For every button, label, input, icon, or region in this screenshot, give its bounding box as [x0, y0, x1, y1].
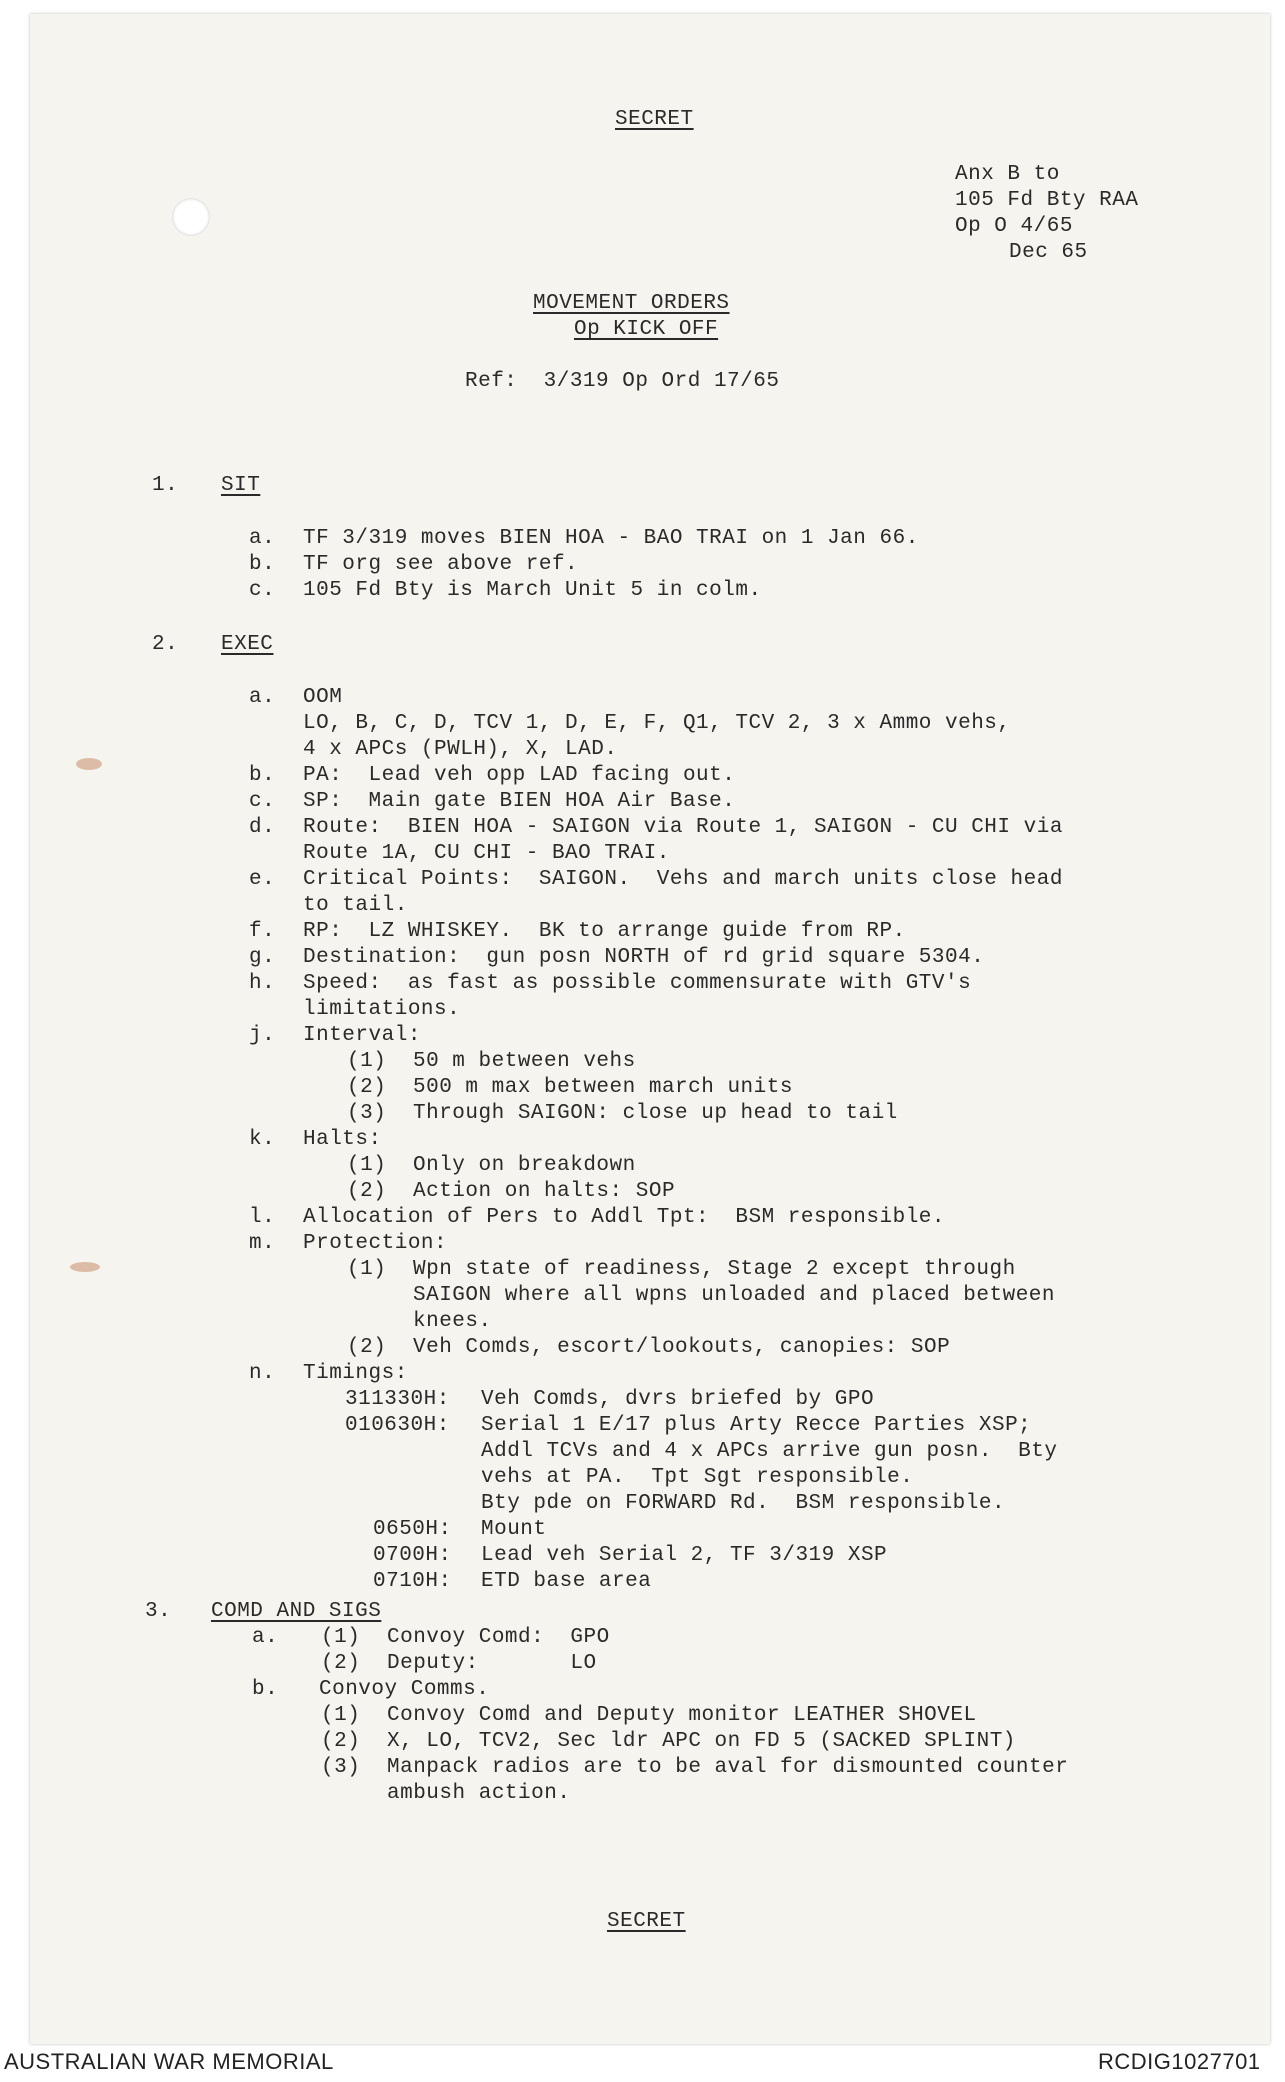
sub-item-text: Action on halts: SOP — [413, 1180, 676, 1203]
item-text: TF org see above ref. — [303, 553, 579, 576]
item-text: TF 3/319 moves BIEN HOA - BAO TRAI on 1 Jan 66. — [303, 527, 919, 550]
classification-top: SECRET — [615, 108, 694, 131]
item-text: PA: Lead veh opp LAD facing out. — [303, 764, 736, 787]
item-text: RP: LZ WHISKEY. BK to arrange guide from RP. — [303, 920, 906, 943]
item-label: c. — [249, 579, 276, 602]
item-text: Convoy Comms. — [319, 1678, 490, 1701]
item-text: Allocation of Pers to Addl Tpt: BSM responsible. — [303, 1206, 946, 1229]
item-text: Critical Points: SAIGON. Vehs and march units close head — [303, 868, 1063, 891]
sub-number: (3) — [321, 1756, 361, 1779]
sub-number: (2) — [347, 1180, 387, 1203]
rust-stain — [76, 758, 102, 770]
sub-number: (2) — [321, 1730, 361, 1753]
document-title: MOVEMENT ORDERS — [533, 292, 730, 315]
item-label: d. — [249, 816, 276, 839]
timing-time: 0710H: — [373, 1570, 452, 1593]
item-text: Timings: — [303, 1362, 408, 1385]
sub-item-text: Manpack radios are to be aval for dismounted counter — [387, 1756, 1069, 1779]
annex-line: Op O 4/65 — [955, 215, 1073, 238]
sub-item-text: X, LO, TCV2, Sec ldr APC on FD 5 (SACKED SPLINT) — [387, 1730, 1016, 1753]
item-label: b. — [249, 553, 276, 576]
timing-text: Lead veh Serial 2, TF 3/319 XSP — [481, 1544, 888, 1567]
timing-text: Bty pde on FORWARD Rd. BSM responsible. — [481, 1492, 1006, 1515]
item-text: SP: Main gate BIEN HOA Air Base. — [303, 790, 736, 813]
item-label: m. — [249, 1232, 276, 1255]
timing-text: ETD base area — [481, 1570, 652, 1593]
timing-time: 0650H: — [373, 1518, 452, 1541]
section-number: 2. — [152, 633, 179, 656]
sub-item-text: 50 m between vehs — [413, 1050, 636, 1073]
rust-stain — [70, 1262, 100, 1272]
sub-item-text: SAIGON where all wpns unloaded and placed between — [413, 1284, 1056, 1307]
sub-number: (1) — [347, 1258, 387, 1281]
item-text: Protection: — [303, 1232, 448, 1255]
sub-number: (2) — [321, 1652, 361, 1675]
annex-line: Dec 65 — [1009, 241, 1088, 264]
timing-text: Veh Comds, dvrs briefed by GPO — [481, 1388, 875, 1411]
punch-hole — [172, 198, 210, 236]
item-text: 4 x APCs (PWLH), X, LAD. — [303, 738, 618, 761]
item-label: f. — [249, 920, 276, 943]
item-label: n. — [249, 1362, 276, 1385]
timing-time: 010630H: — [345, 1414, 450, 1437]
item-label: a. — [249, 686, 276, 709]
sub-item-text: Veh Comds, escort/lookouts, canopies: SOP — [413, 1336, 951, 1359]
item-label: l. — [249, 1206, 276, 1229]
sub-item-text: Convoy Comd: GPO — [387, 1626, 610, 1649]
item-text: Route: BIEN HOA - SAIGON via Route 1, SAIGON - CU CHI via — [303, 816, 1063, 839]
section-number: 1. — [152, 474, 179, 497]
item-label: g. — [249, 946, 276, 969]
item-text: 105 Fd Bty is March Unit 5 in colm. — [303, 579, 762, 602]
item-label: a. — [252, 1626, 279, 1649]
sub-item-text: ambush action. — [387, 1782, 571, 1805]
section-number: 3. — [145, 1600, 172, 1623]
item-text: Destination: gun posn NORTH of rd grid square 5304. — [303, 946, 985, 969]
sub-number: (2) — [347, 1076, 387, 1099]
sub-item-text: 500 m max between march units — [413, 1076, 793, 1099]
section-heading: SIT — [221, 474, 261, 497]
sub-item-text: knees. — [413, 1310, 492, 1333]
sub-number: (2) — [347, 1336, 387, 1359]
timing-text: Serial 1 E/17 plus Arty Recce Parties XSP; — [481, 1414, 1032, 1437]
sub-number: (1) — [321, 1626, 361, 1649]
item-text: limitations. — [303, 998, 461, 1021]
sub-number: (1) — [347, 1050, 387, 1073]
item-text: OOM — [303, 686, 343, 709]
section-heading: COMD AND SIGS — [211, 1600, 382, 1623]
sub-item-text: Through SAIGON: close up head to tail — [413, 1102, 898, 1125]
sub-item-text: Wpn state of readiness, Stage 2 except through — [413, 1258, 1016, 1281]
archive-id: RCDIG1027701 — [1098, 2049, 1261, 2074]
reference: Ref: 3/319 Op Ord 17/65 — [465, 370, 780, 393]
item-label: a. — [249, 527, 276, 550]
item-text: Route 1A, CU CHI - BAO TRAI. — [303, 842, 670, 865]
sub-number: (1) — [321, 1704, 361, 1727]
timing-text: Mount — [481, 1518, 547, 1541]
classification-bottom: SECRET — [607, 1910, 686, 1933]
item-text: Halts: — [303, 1128, 382, 1151]
item-text: Interval: — [303, 1024, 421, 1047]
annex-line: Anx B to — [955, 163, 1060, 186]
sub-number: (3) — [347, 1102, 387, 1125]
timing-text: Addl TCVs and 4 x APCs arrive gun posn. Bty — [481, 1440, 1058, 1463]
sub-number: (1) — [347, 1154, 387, 1177]
document-subtitle: Op KICK OFF — [574, 318, 719, 341]
archive-credit: AUSTRALIAN WAR MEMORIAL — [4, 2049, 334, 2074]
item-text: Speed: as fast as possible commensurate with GTV's — [303, 972, 972, 995]
item-label: c. — [249, 790, 276, 813]
annex-line: 105 Fd Bty RAA — [955, 189, 1139, 212]
timing-time: 311330H: — [345, 1388, 450, 1411]
sub-item-text: Deputy: LO — [387, 1652, 597, 1675]
item-label: b. — [249, 764, 276, 787]
item-label: e. — [249, 868, 276, 891]
item-label: k. — [249, 1128, 276, 1151]
sub-item-text: Only on breakdown — [413, 1154, 636, 1177]
item-text: to tail. — [303, 894, 408, 917]
item-label: b. — [252, 1678, 279, 1701]
sub-item-text: Convoy Comd and Deputy monitor LEATHER SHOVEL — [387, 1704, 977, 1727]
item-label: j. — [249, 1024, 276, 1047]
item-text: LO, B, C, D, TCV 1, D, E, F, Q1, TCV 2, 3 x Ammo vehs, — [303, 712, 1011, 735]
timing-time: 0700H: — [373, 1544, 452, 1567]
item-label: h. — [249, 972, 276, 995]
section-heading: EXEC — [221, 633, 274, 656]
timing-text: vehs at PA. Tpt Sgt responsible. — [481, 1466, 914, 1489]
